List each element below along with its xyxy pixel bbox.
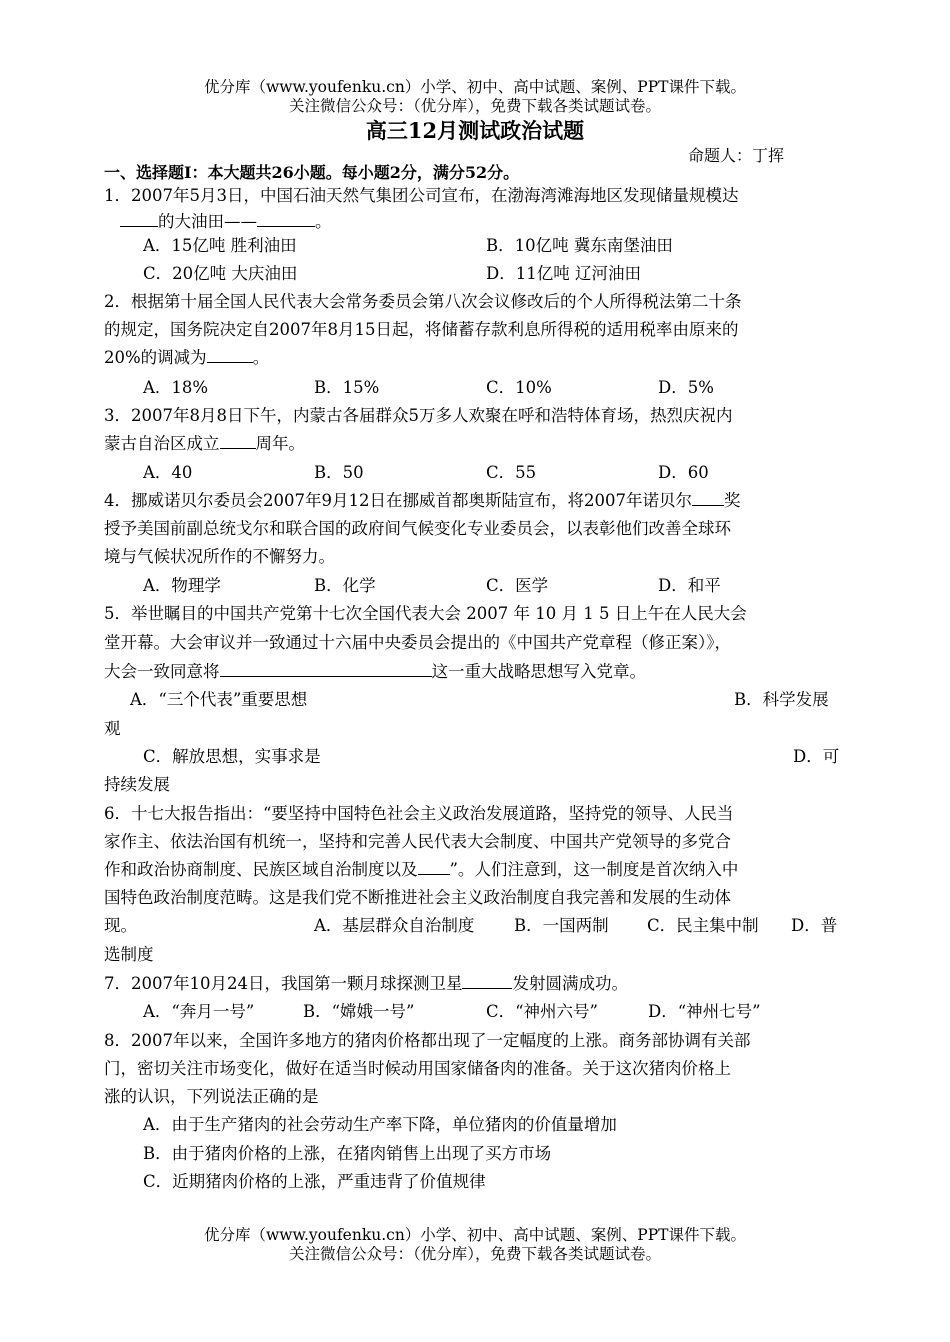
q6-option-d: D．普 xyxy=(791,916,838,935)
q5-option-a: A．“三个代表”重要思想 xyxy=(130,690,308,709)
q2-line-2: 的规定，国务院决定自2007年8月15日起，将储蓄存款利息所得税的适用税率由原来的 xyxy=(104,320,739,339)
page-title: 高三12月测试政治试题 xyxy=(365,118,585,143)
q8-option-c: C．近期猪肉价格的上涨，严重违背了价值规律 xyxy=(143,1172,486,1191)
q5-line-2: 堂开幕。大会审议并一致通过十六届中央委员会提出的《中国共产党章程（修正案）》， xyxy=(104,633,731,652)
q7-option-a: A．“奔月一号” xyxy=(143,1002,255,1021)
q4-option-a: A．物理学 xyxy=(143,576,221,595)
q5-option-d-cont: 持续发展 xyxy=(104,775,170,794)
q6-blank xyxy=(418,856,450,875)
q6-line-5: 现。 xyxy=(104,916,137,935)
q5-line-3: 大会一致同意将 这一重大战略思想写入党章。 xyxy=(104,658,646,686)
q6-option-d-cont: 选制度 xyxy=(104,945,154,964)
q6-line-2: 家作主、依法治国有机统一，坚持和完善人民代表大会制度、中国共产党领导的多党合 xyxy=(104,832,731,851)
q4-option-b: B．化学 xyxy=(314,576,376,595)
section-heading: 一、选择题Ⅰ：本大题共26小题。每小题2分，满分52分。 xyxy=(104,163,520,182)
q3-line-2: 蒙古自治区成立 周年。 xyxy=(104,430,305,458)
q2-blank xyxy=(207,344,253,363)
q6-option-a: A．基层群众自治制度 xyxy=(314,916,475,935)
q4-line-1: 4．挪威诺贝尔委员会2007年9月12日在挪威首都奥斯陆宣布，将2007年诺贝尔 奖 xyxy=(104,487,740,515)
q3-line-1: 3．2007年8月8日下午，内蒙古各届群众5万多人欢聚在呼和浩特体育场，热烈庆祝内 xyxy=(104,406,733,425)
q7-option-c: C．“神州六号” xyxy=(486,1002,598,1021)
author: 命题人：丁挥 xyxy=(688,146,785,165)
q3-option-b: B．50 xyxy=(314,463,364,482)
header-line-1: 优分库（www.youfenku.cn）小学、初中、高中试题、案例、PPT课件下载。 xyxy=(203,78,747,96)
q2-option-c: C．10% xyxy=(486,378,552,397)
q8-line-2: 门，密切关注市场变化，做好在适当时候动用国家储备肉的准备。关于这次猪肉价格上 xyxy=(104,1059,731,1078)
q2-line-3: 20%的调减为 。 xyxy=(104,344,269,372)
q2-option-d: D．5% xyxy=(658,378,714,397)
q7-blank xyxy=(462,970,512,989)
footer-line-2: 关注微信公众号：（优分库），免费下载各类试题试卷。 xyxy=(288,1245,661,1263)
q5-option-c: C．解放思想，实事求是 xyxy=(143,747,321,766)
q4-option-c: C．医学 xyxy=(486,576,549,595)
q3-option-c: C．55 xyxy=(486,463,537,482)
q5-line-1: 5．举世瞩目的中国共产党第十七次全国代表大会 2007 年 10 月 1 5 日上午在人民大会 xyxy=(104,604,747,623)
q1-option-c: C．20亿吨 大庆油田 xyxy=(143,264,298,283)
q1-option-d: D．11亿吨 辽河油田 xyxy=(486,264,641,283)
q2-line-1: 2．根据第十届全国人民代表大会常务委员会第八次会议修改后的个人所得税法第二十条 xyxy=(104,292,742,311)
q6-line-4: 国特色政治制度范畴。这是我们党不断推进社会主义政治制度自我完善和发展的生动体 xyxy=(104,888,731,907)
q5-option-b: B．科学发展 xyxy=(734,690,829,709)
q8-option-b: B．由于猪肉价格的上涨，在猪肉销售上出现了买方市场 xyxy=(143,1144,552,1163)
footer-line-1: 优分库（www.youfenku.cn）小学、初中、高中试题、案例、PPT课件下载。 xyxy=(203,1226,747,1244)
q3-option-d: D．60 xyxy=(658,463,709,482)
q6-option-c: C．民主集中制 xyxy=(647,916,759,935)
q3-blank xyxy=(220,430,256,449)
q6-line-1: 6．十七大报告指出：“要坚持中国特色社会主义政治发展道路，坚持党的领导、人民当 xyxy=(104,804,734,823)
q6-line-3: 作和政治协商制度、民族区域自治制度以及 ”。人们注意到，这一制度是首次纳入中 xyxy=(104,856,738,884)
q8-option-a: A．由于生产猪肉的社会劳动生产率下降，单位猪肉的价值量增加 xyxy=(143,1115,617,1134)
q3-option-a: A．40 xyxy=(143,463,193,482)
q1-blank-2 xyxy=(257,208,315,227)
q4-blank xyxy=(692,487,724,506)
q4-option-d: D．和平 xyxy=(658,576,721,595)
q1-line-2: 的大油田—— 。 xyxy=(104,208,332,236)
q1-option-b: B．10亿吨 冀东南堡油田 xyxy=(486,236,673,255)
q4-line-3: 境与气候状况所作的不懈努力。 xyxy=(104,547,335,566)
q8-line-1: 8．2007年以来，全国许多地方的猪肉价格都出现了一定幅度的上涨。商务部协调有关部 xyxy=(104,1031,751,1050)
q5-option-b-cont: 观 xyxy=(104,719,121,738)
q1-line-1: 1．2007年5月3日，中国石油天然气集团公司宣布，在渤海湾滩海地区发现储量规模达 xyxy=(104,186,739,205)
q7-line-1: 7．2007年10月24日，我国第一颗月球探测卫星 发射圆满成功。 xyxy=(104,970,628,998)
q6-option-b: B．一国两制 xyxy=(514,916,609,935)
q5-option-d: D．可 xyxy=(793,747,840,766)
header-line-2: 关注微信公众号：（优分库），免费下载各类试题试卷。 xyxy=(288,97,661,115)
q4-line-2: 授予美国前副总统戈尔和联合国的政府间气候变化专业委员会，以表彰他们改善全球环 xyxy=(104,519,731,538)
q1-option-a: A．15亿吨 胜利油田 xyxy=(143,236,297,255)
q7-option-b: B．“嫦娥一号” xyxy=(303,1002,415,1021)
q1-blank-1 xyxy=(120,208,158,227)
q7-option-d: D．“神州七号” xyxy=(648,1002,761,1021)
q5-blank xyxy=(220,658,432,677)
q2-option-b: B．15% xyxy=(314,378,380,397)
q2-option-a: A．18% xyxy=(143,378,209,397)
q8-line-3: 涨的认识，下列说法正确的是 xyxy=(104,1087,319,1106)
